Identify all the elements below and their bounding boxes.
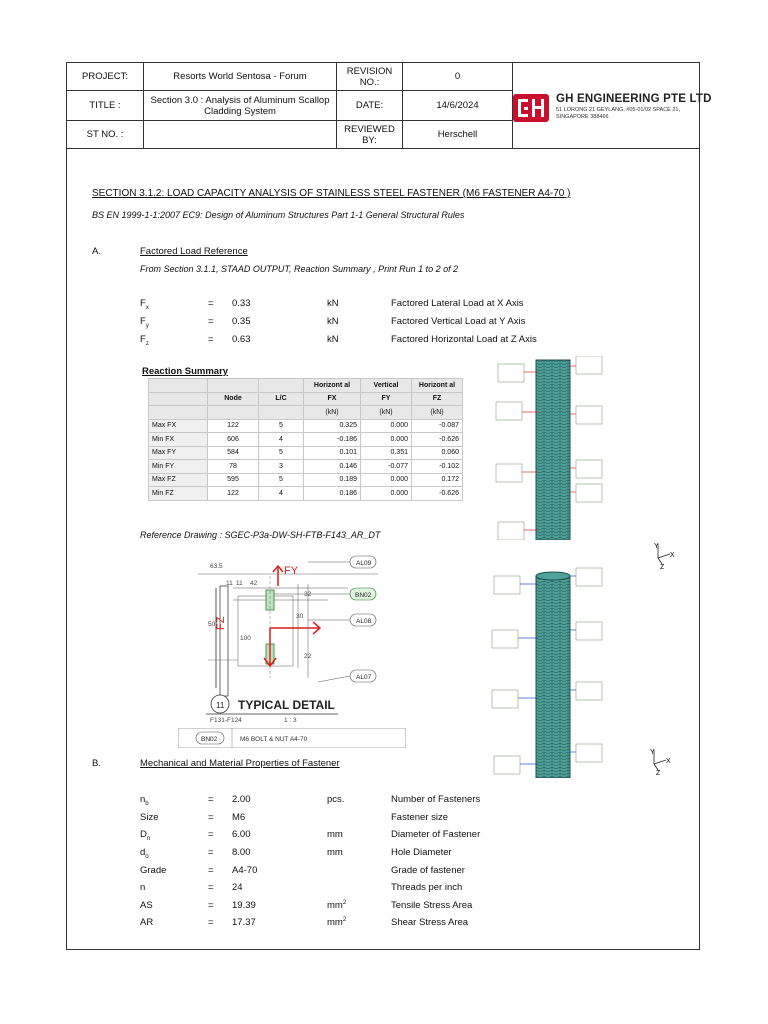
prop-eq: =: [208, 794, 214, 805]
rs-cell: -0.186: [304, 433, 361, 447]
rs-cell: 0.186: [304, 487, 361, 501]
load-value: 0.33: [232, 298, 251, 309]
axis-x-1: X: [670, 552, 675, 559]
rs-table-row: [149, 446, 463, 460]
prop-value: M6: [232, 812, 246, 823]
prop-symbol: $n_b$: [140, 794, 149, 807]
rs-group_headers-cell: Vertical: [361, 379, 412, 393]
st-label: ST NO. :: [67, 121, 144, 149]
load-symbol: $F_z$: [140, 334, 149, 347]
prop-symbol: Size: [140, 812, 159, 823]
prop-eq: =: [208, 882, 214, 893]
spec-text: M6 BOLT & NUT A4-70: [240, 736, 308, 743]
rs-headers-cell: FY: [361, 392, 412, 406]
title-value: Section 3.0 : Analysis of Aluminum Scallop Cladding System: [144, 91, 337, 121]
prop-eq: =: [208, 917, 214, 928]
dim-11a: 11: [226, 580, 233, 587]
load-symbol: $F_y$: [140, 316, 149, 329]
rs-cell: 595: [208, 473, 259, 487]
property-row: [0, 812, 768, 826]
prop-desc: Diameter of Fastener: [391, 829, 481, 840]
rs-group_headers-cell: Horizont al: [304, 379, 361, 393]
revision-value: 0: [403, 63, 513, 91]
prop-value: 24: [232, 882, 243, 893]
load-desc: Factored Horizontal Load at Z Axis: [391, 334, 537, 345]
date-label: DATE:: [337, 91, 403, 121]
detail-scale: 1 : 3: [284, 717, 297, 724]
rs-group_headers-cell: Horizont al: [412, 379, 463, 393]
property-row: [0, 900, 768, 914]
axis-triad-icon: [648, 540, 678, 570]
axis-z-1: Z: [660, 564, 665, 570]
rs-cell: 0.351: [361, 446, 412, 460]
fz-label: FZ: [215, 616, 227, 630]
title-label: TITLE :: [67, 91, 144, 121]
rs-group_headers-cell: [259, 379, 304, 393]
rs-cell: 5: [259, 473, 304, 487]
prop-desc: Grade of fastener: [391, 865, 465, 876]
tag-al07-text: AL07: [356, 674, 372, 681]
axis-y-2: Y: [650, 749, 655, 756]
prop-desc: Tensile Stress Area: [391, 900, 473, 911]
rs-cell: 0.000: [361, 473, 412, 487]
axis-x-2: X: [666, 758, 671, 765]
spec-code: BN02: [201, 736, 218, 743]
prop-symbol: n: [140, 882, 146, 893]
rs-table-row: [149, 487, 463, 501]
prop-symbol: AR: [140, 917, 154, 928]
part-a-letter: A.: [92, 246, 101, 257]
prop-eq: =: [208, 812, 214, 823]
reviewed-label: REVIEWED BY:: [337, 121, 403, 149]
prop-symbol: $D_n$: [140, 829, 151, 842]
rs-units-cell: (kN): [412, 406, 463, 420]
dim-50: 50: [208, 621, 216, 628]
axis-z-2: Z: [656, 770, 661, 776]
rs-cell: -0.626: [412, 433, 463, 447]
prop-value: 17.37: [232, 917, 256, 928]
prop-desc: Number of Fasteners: [391, 794, 481, 805]
load-unit: kN: [327, 298, 339, 309]
project-label: PROJECT:: [67, 63, 144, 91]
rs-headers-cell: FX: [304, 392, 361, 406]
prop-unit: pcs.: [327, 794, 345, 806]
property-row: [0, 794, 768, 808]
prop-unit: mm: [327, 829, 343, 841]
rs-units-cell: (kN): [361, 406, 412, 420]
prop-eq: =: [208, 829, 214, 840]
reference-standard: BS EN 1999-1-1:2007 EC9: Design of Aluminum Structures Part 1-1 General Structural Rules: [92, 210, 465, 220]
load-row: [0, 316, 768, 330]
rs-cell: Min FY: [149, 460, 208, 474]
rs-group_headers-cell: [208, 379, 259, 393]
rs-table-row: [149, 460, 463, 474]
prop-unit: mm: [327, 847, 343, 859]
typical-detail-drawing: [178, 548, 408, 750]
rs-cell: -0.102: [412, 460, 463, 474]
prop-value: 2.00: [232, 794, 251, 805]
rs-cell: 122: [208, 487, 259, 501]
rs-cell: Min FX: [149, 433, 208, 447]
rs-cell: Min FZ: [149, 487, 208, 501]
prop-unit: $mm^2$: [327, 900, 347, 912]
load-row: [0, 334, 768, 348]
rs-group_headers-cell: [149, 379, 208, 393]
header-divider: [66, 148, 700, 149]
rs-cell: 0.146: [304, 460, 361, 474]
project-value: Resorts World Sentosa - Forum: [144, 63, 337, 91]
rs-cell: 606: [208, 433, 259, 447]
prop-symbol: Grade: [140, 865, 167, 876]
prop-eq: =: [208, 847, 214, 858]
header-table: [66, 62, 513, 149]
rs-cell: 122: [208, 419, 259, 433]
reaction-summary-title: Reaction Summary: [142, 366, 229, 377]
rs-headers-cell: [149, 392, 208, 406]
revision-label: REVISION NO.:: [337, 63, 403, 91]
dim-22: 22: [304, 653, 312, 660]
reaction-summary-table: [148, 378, 463, 501]
rs-cell: 0.189: [304, 473, 361, 487]
rs-cell: 0.000: [361, 487, 412, 501]
load-desc: Factored Vertical Load at Y Axis: [391, 316, 526, 327]
load-symbol: $F_x$: [140, 298, 149, 311]
rs-table-row: [149, 419, 463, 433]
prop-eq: =: [208, 900, 214, 911]
prop-symbol: AS: [140, 900, 153, 911]
property-row: [0, 882, 768, 896]
prop-desc: Threads per inch: [391, 882, 463, 893]
detail-number: 11: [216, 701, 225, 710]
rs-cell: 4: [259, 487, 304, 501]
load-unit: kN: [327, 334, 339, 345]
prop-value: 8.00: [232, 847, 251, 858]
detail-ref: F131-F124: [210, 717, 242, 724]
rs-cell: 5: [259, 446, 304, 460]
property-row: [0, 829, 768, 843]
load-row: [0, 298, 768, 312]
rs-cell: -0.087: [412, 419, 463, 433]
section-title: SECTION 3.1.2: LOAD CAPACITY ANALYSIS OF STAINLESS STEEL FASTENER (M6 FASTENER A4-70 ): [92, 188, 571, 199]
rs-table-row: [149, 473, 463, 487]
rs-units-cell: (kN): [304, 406, 361, 420]
rs-cell: -0.626: [412, 487, 463, 501]
dim-32: 32: [304, 591, 312, 598]
property-row: [0, 917, 768, 931]
rs-headers-cell: L/C: [259, 392, 304, 406]
rs-cell: 0.325: [304, 419, 361, 433]
rs-units-cell: [259, 406, 304, 420]
load-eq: =: [208, 298, 214, 309]
dim-42: 42: [250, 580, 258, 587]
fy-label: FY: [284, 565, 299, 577]
rs-cell: Max FY: [149, 446, 208, 460]
prop-desc: Shear Stress Area: [391, 917, 469, 928]
rs-headers-cell: Node: [208, 392, 259, 406]
prop-value: 19.39: [232, 900, 256, 911]
date-value: 14/6/2024: [403, 91, 513, 121]
rs-cell: 0.101: [304, 446, 361, 460]
rs-cell: 584: [208, 446, 259, 460]
axis-y-1: Y: [654, 543, 659, 550]
fastener-spec-row: [178, 728, 406, 748]
dim-11b: 11: [236, 580, 243, 587]
rs-table-row: [149, 433, 463, 447]
staad-model-1: [484, 356, 650, 540]
part-b-letter: B.: [92, 758, 101, 769]
gh-logo-icon: [512, 92, 550, 124]
property-row: [0, 847, 768, 861]
rs-cell: 3: [259, 460, 304, 474]
st-value: [144, 121, 337, 149]
prop-symbol: $d_o$: [140, 847, 149, 860]
property-row: [0, 865, 768, 879]
rs-units-cell: [208, 406, 259, 420]
axis-triad-icon-2: [644, 746, 674, 776]
rs-cell: 0.060: [412, 446, 463, 460]
reviewed-value: Herschell: [403, 121, 513, 149]
rs-cell: Max FZ: [149, 473, 208, 487]
dim-63-5: 63.5: [210, 563, 223, 570]
load-eq: =: [208, 316, 214, 327]
detail-title: TYPICAL DETAIL: [238, 698, 335, 712]
company-name: GH ENGINEERING PTE LTD: [556, 93, 712, 105]
rs-cell: 78: [208, 460, 259, 474]
part-a-heading: Factored Load Reference: [140, 246, 248, 257]
staad-model-2: [484, 562, 650, 778]
dim-30: 30: [296, 613, 304, 620]
load-value: 0.35: [232, 316, 251, 327]
rs-cell: 0.000: [361, 433, 412, 447]
rs-units-cell: [149, 406, 208, 420]
load-eq: =: [208, 334, 214, 345]
prop-desc: Fastener size: [391, 812, 449, 823]
tag-bn02-text: BN02: [355, 592, 372, 599]
rs-headers-cell: FZ: [412, 392, 463, 406]
company-address: 51 LORONG 21 GEYLANG, #05-01/02 SPACE 21, SINGAPORE 388466: [556, 107, 681, 120]
reference-drawing: Reference Drawing : SGEC-P3a-DW-SH-FTB-F143_AR_DT: [140, 530, 381, 540]
rs-cell: 4: [259, 433, 304, 447]
part-b-heading: Mechanical and Material Properties of Fastener: [140, 758, 340, 769]
tag-al09-text: AL09: [356, 560, 372, 567]
rs-cell: 0.172: [412, 473, 463, 487]
prop-value: 6.00: [232, 829, 251, 840]
prop-desc: Hole Diameter: [391, 847, 452, 858]
load-value: 0.63: [232, 334, 251, 345]
dim-100: 100: [240, 635, 251, 642]
load-desc: Factored Lateral Load at X Axis: [391, 298, 524, 309]
prop-unit: $mm^2$: [327, 917, 347, 929]
prop-value: A4-70: [232, 865, 258, 876]
company-logo: [512, 92, 712, 126]
rs-cell: Max FX: [149, 419, 208, 433]
tag-al08-text: AL08: [356, 618, 372, 625]
prop-eq: =: [208, 865, 214, 876]
rs-cell: -0.077: [361, 460, 412, 474]
rs-cell: 5: [259, 419, 304, 433]
part-a-source: From Section 3.1.1, STAAD OUTPUT, Reaction Summary , Print Run 1 to 2 of 2: [140, 264, 459, 274]
load-unit: kN: [327, 316, 339, 327]
rs-cell: 0.000: [361, 419, 412, 433]
